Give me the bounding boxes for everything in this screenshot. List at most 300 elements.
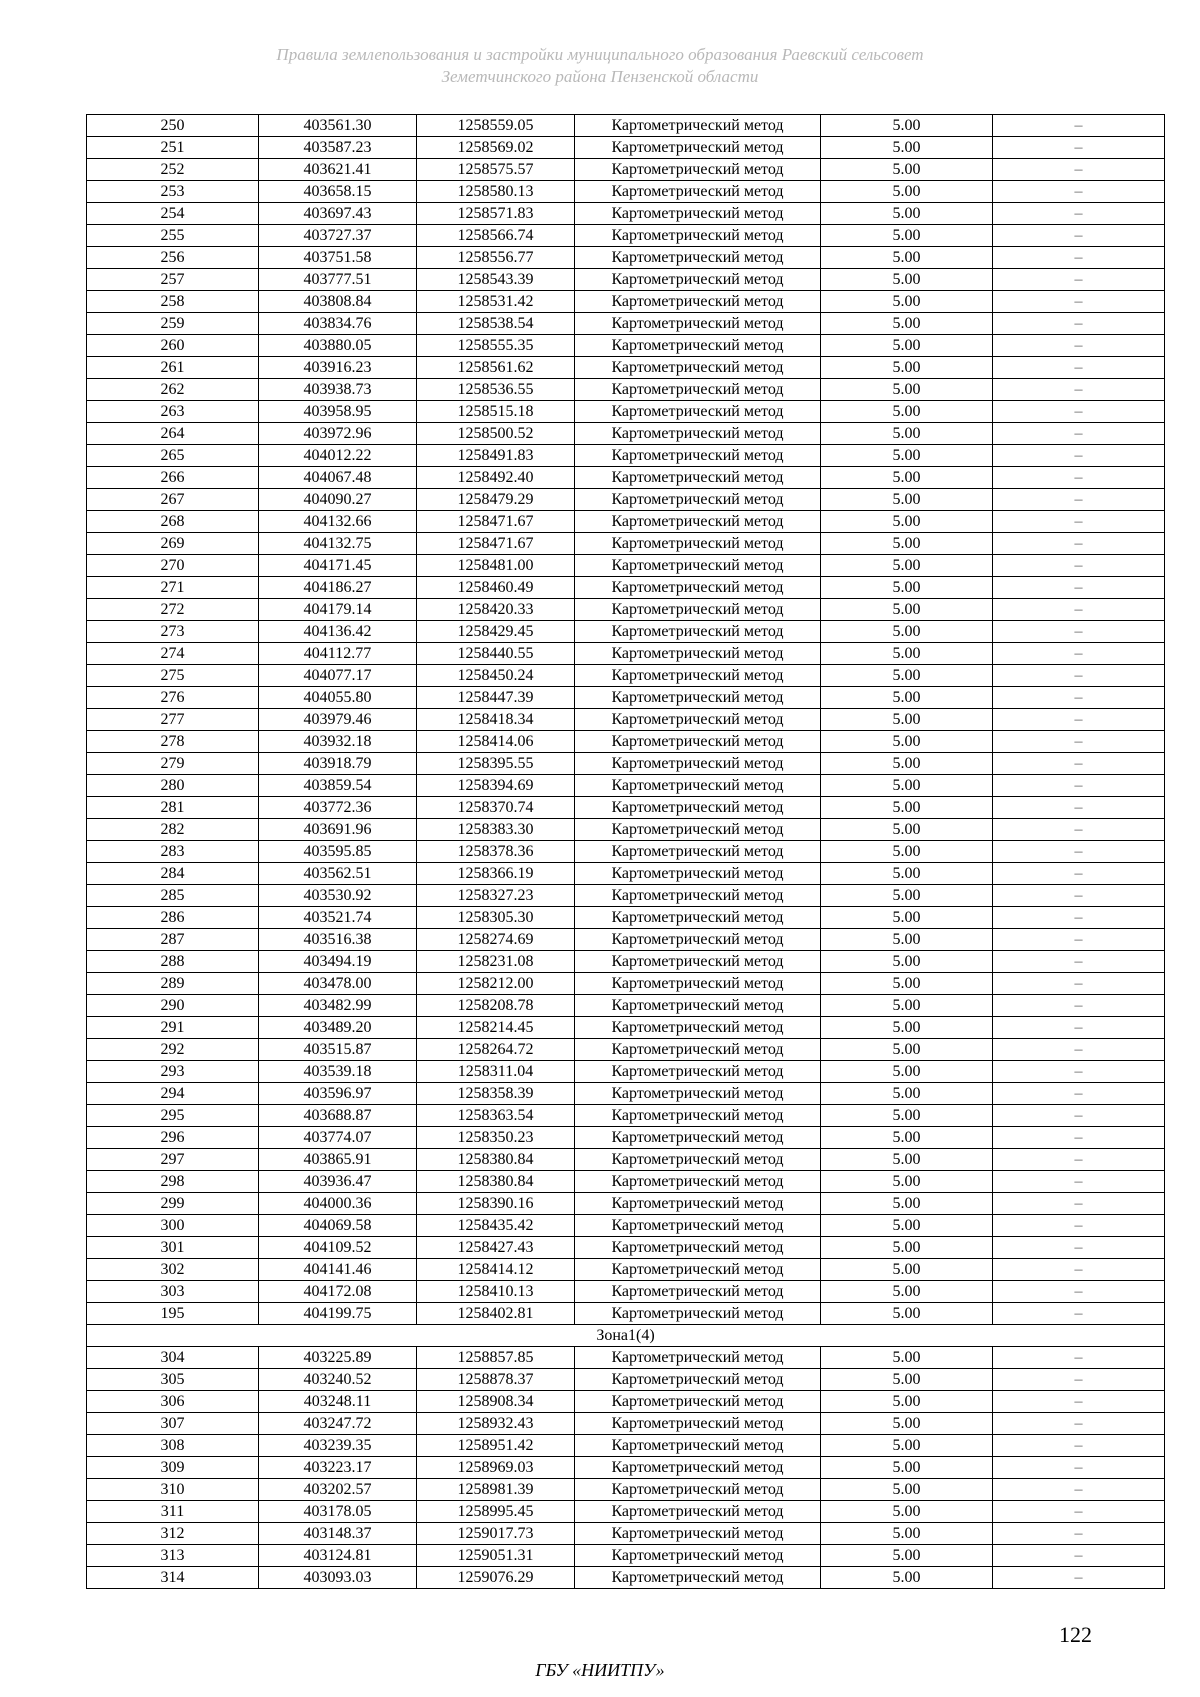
description-cell: – <box>993 291 1165 313</box>
description-cell: – <box>993 401 1165 423</box>
method-cell: Картометрический метод <box>575 841 821 863</box>
point-number-cell: 283 <box>87 841 259 863</box>
y-coordinate-cell: 1258378.36 <box>417 841 575 863</box>
point-number-cell: 274 <box>87 643 259 665</box>
table-row <box>87 533 1165 555</box>
description-cell: – <box>993 357 1165 379</box>
point-number-cell: 311 <box>87 1501 259 1523</box>
table-row <box>87 1237 1165 1259</box>
point-number-cell: 257 <box>87 269 259 291</box>
table-row <box>87 115 1165 137</box>
method-cell: Картометрический метод <box>575 1127 821 1149</box>
point-number-cell: 281 <box>87 797 259 819</box>
table-row <box>87 863 1165 885</box>
x-coordinate-cell: 404132.75 <box>259 533 417 555</box>
point-number-cell: 282 <box>87 819 259 841</box>
x-coordinate-cell: 403834.76 <box>259 313 417 335</box>
y-coordinate-cell: 1258380.84 <box>417 1149 575 1171</box>
description-cell: – <box>993 599 1165 621</box>
table-row <box>87 731 1165 753</box>
method-cell: Картометрический метод <box>575 665 821 687</box>
table-row <box>87 907 1165 929</box>
method-cell: Картометрический метод <box>575 423 821 445</box>
y-coordinate-cell: 1258380.84 <box>417 1171 575 1193</box>
x-coordinate-cell: 404077.17 <box>259 665 417 687</box>
description-cell: – <box>993 423 1165 445</box>
method-cell: Картометрический метод <box>575 203 821 225</box>
table-row <box>87 1479 1165 1501</box>
y-coordinate-cell: 1258538.54 <box>417 313 575 335</box>
method-cell: Картометрический метод <box>575 335 821 357</box>
y-coordinate-cell: 1258555.35 <box>417 335 575 357</box>
method-cell: Картометрический метод <box>575 1149 821 1171</box>
point-number-cell: 255 <box>87 225 259 247</box>
accuracy-cell: 5.00 <box>821 1105 993 1127</box>
x-coordinate-cell: 403202.57 <box>259 1479 417 1501</box>
accuracy-cell: 5.00 <box>821 1347 993 1369</box>
point-number-cell: 302 <box>87 1259 259 1281</box>
method-cell: Картометрический метод <box>575 797 821 819</box>
y-coordinate-cell: 1258561.62 <box>417 357 575 379</box>
accuracy-cell: 5.00 <box>821 203 993 225</box>
accuracy-cell: 5.00 <box>821 247 993 269</box>
accuracy-cell: 5.00 <box>821 577 993 599</box>
document-footer: ГБУ «НИИТПУ» <box>535 1660 665 1680</box>
point-number-cell: 280 <box>87 775 259 797</box>
point-number-cell: 265 <box>87 445 259 467</box>
table-row <box>87 467 1165 489</box>
description-cell: – <box>993 1567 1165 1589</box>
table-row <box>87 709 1165 731</box>
x-coordinate-cell: 403240.52 <box>259 1369 417 1391</box>
table-row <box>87 1369 1165 1391</box>
method-cell: Картометрический метод <box>575 775 821 797</box>
description-cell: – <box>993 1105 1165 1127</box>
y-coordinate-cell: 1258481.00 <box>417 555 575 577</box>
y-coordinate-cell: 1258402.81 <box>417 1303 575 1325</box>
table-row <box>87 577 1165 599</box>
point-number-cell: 258 <box>87 291 259 313</box>
y-coordinate-cell: 1258435.42 <box>417 1215 575 1237</box>
description-cell: – <box>993 995 1165 1017</box>
accuracy-cell: 5.00 <box>821 1523 993 1545</box>
method-cell: Картометрический метод <box>575 731 821 753</box>
y-coordinate-cell: 1258390.16 <box>417 1193 575 1215</box>
method-cell: Картометрический метод <box>575 709 821 731</box>
description-cell: – <box>993 467 1165 489</box>
point-number-cell: 264 <box>87 423 259 445</box>
method-cell: Картометрический метод <box>575 885 821 907</box>
table-row <box>87 1435 1165 1457</box>
table-row <box>87 1259 1165 1281</box>
x-coordinate-cell: 403772.36 <box>259 797 417 819</box>
y-coordinate-cell: 1258575.57 <box>417 159 575 181</box>
table-row <box>87 1105 1165 1127</box>
accuracy-cell: 5.00 <box>821 1193 993 1215</box>
method-cell: Картометрический метод <box>575 115 821 137</box>
x-coordinate-cell: 404012.22 <box>259 445 417 467</box>
table-row <box>87 1501 1165 1523</box>
point-number-cell: 256 <box>87 247 259 269</box>
accuracy-cell: 5.00 <box>821 555 993 577</box>
accuracy-cell: 5.00 <box>821 291 993 313</box>
accuracy-cell: 5.00 <box>821 357 993 379</box>
method-cell: Картометрический метод <box>575 137 821 159</box>
y-coordinate-cell: 1258515.18 <box>417 401 575 423</box>
description-cell: – <box>993 973 1165 995</box>
x-coordinate-cell: 403972.96 <box>259 423 417 445</box>
table-row <box>87 1523 1165 1545</box>
description-cell: – <box>993 1479 1165 1501</box>
accuracy-cell: 5.00 <box>821 511 993 533</box>
y-coordinate-cell: 1258214.45 <box>417 1017 575 1039</box>
accuracy-cell: 5.00 <box>821 731 993 753</box>
accuracy-cell: 5.00 <box>821 1083 993 1105</box>
accuracy-cell: 5.00 <box>821 907 993 929</box>
description-cell: – <box>993 1061 1165 1083</box>
description-cell: – <box>993 1303 1165 1325</box>
method-cell: Картометрический метод <box>575 181 821 203</box>
method-cell: Картометрический метод <box>575 1105 821 1127</box>
point-number-cell: 307 <box>87 1413 259 1435</box>
description-cell: – <box>993 511 1165 533</box>
y-coordinate-cell: 1258420.33 <box>417 599 575 621</box>
table-row <box>87 643 1165 665</box>
point-number-cell: 270 <box>87 555 259 577</box>
x-coordinate-cell: 403774.07 <box>259 1127 417 1149</box>
y-coordinate-cell: 1258566.74 <box>417 225 575 247</box>
method-cell: Картометрический метод <box>575 1457 821 1479</box>
x-coordinate-cell: 403239.35 <box>259 1435 417 1457</box>
point-number-cell: 252 <box>87 159 259 181</box>
y-coordinate-cell: 1258500.52 <box>417 423 575 445</box>
description-cell: – <box>993 181 1165 203</box>
description-cell: – <box>993 731 1165 753</box>
accuracy-cell: 5.00 <box>821 709 993 731</box>
table-row <box>87 1061 1165 1083</box>
zone-header-row <box>87 1325 1165 1347</box>
x-coordinate-cell: 403932.18 <box>259 731 417 753</box>
y-coordinate-cell: 1259051.31 <box>417 1545 575 1567</box>
table-row <box>87 665 1165 687</box>
accuracy-cell: 5.00 <box>821 665 993 687</box>
accuracy-cell: 5.00 <box>821 401 993 423</box>
y-coordinate-cell: 1258383.30 <box>417 819 575 841</box>
x-coordinate-cell: 404141.46 <box>259 1259 417 1281</box>
point-number-cell: 289 <box>87 973 259 995</box>
x-coordinate-cell: 403247.72 <box>259 1413 417 1435</box>
description-cell: – <box>993 1215 1165 1237</box>
y-coordinate-cell: 1258208.78 <box>417 995 575 1017</box>
x-coordinate-cell: 404136.42 <box>259 621 417 643</box>
x-coordinate-cell: 403688.87 <box>259 1105 417 1127</box>
table-row <box>87 1347 1165 1369</box>
description-cell: – <box>993 225 1165 247</box>
method-cell: Картометрический метод <box>575 753 821 775</box>
y-coordinate-cell: 1258394.69 <box>417 775 575 797</box>
description-cell: – <box>993 1391 1165 1413</box>
point-number-cell: 195 <box>87 1303 259 1325</box>
y-coordinate-cell: 1258491.83 <box>417 445 575 467</box>
point-number-cell: 288 <box>87 951 259 973</box>
point-number-cell: 291 <box>87 1017 259 1039</box>
table-row <box>87 269 1165 291</box>
y-coordinate-cell: 1258414.12 <box>417 1259 575 1281</box>
method-cell: Картометрический метод <box>575 1303 821 1325</box>
accuracy-cell: 5.00 <box>821 269 993 291</box>
point-number-cell: 279 <box>87 753 259 775</box>
accuracy-cell: 5.00 <box>821 1237 993 1259</box>
accuracy-cell: 5.00 <box>821 885 993 907</box>
method-cell: Картометрический метод <box>575 1039 821 1061</box>
accuracy-cell: 5.00 <box>821 973 993 995</box>
x-coordinate-cell: 403697.43 <box>259 203 417 225</box>
description-cell: – <box>993 577 1165 599</box>
x-coordinate-cell: 404090.27 <box>259 489 417 511</box>
accuracy-cell: 5.00 <box>821 1061 993 1083</box>
accuracy-cell: 5.00 <box>821 1545 993 1567</box>
accuracy-cell: 5.00 <box>821 797 993 819</box>
method-cell: Картометрический метод <box>575 291 821 313</box>
description-cell: – <box>993 137 1165 159</box>
description-cell: – <box>993 1017 1165 1039</box>
x-coordinate-cell: 403880.05 <box>259 335 417 357</box>
accuracy-cell: 5.00 <box>821 1457 993 1479</box>
table-row <box>87 1017 1165 1039</box>
point-number-cell: 273 <box>87 621 259 643</box>
x-coordinate-cell: 404069.58 <box>259 1215 417 1237</box>
description-cell: – <box>993 753 1165 775</box>
accuracy-cell: 5.00 <box>821 1413 993 1435</box>
table-row <box>87 379 1165 401</box>
accuracy-cell: 5.00 <box>821 863 993 885</box>
method-cell: Картометрический метод <box>575 1083 821 1105</box>
y-coordinate-cell: 1258951.42 <box>417 1435 575 1457</box>
description-cell: – <box>993 203 1165 225</box>
description-cell: – <box>993 775 1165 797</box>
accuracy-cell: 5.00 <box>821 423 993 445</box>
table-row <box>87 511 1165 533</box>
method-cell: Картометрический метод <box>575 1391 821 1413</box>
x-coordinate-cell: 403958.95 <box>259 401 417 423</box>
x-coordinate-cell: 403859.54 <box>259 775 417 797</box>
y-coordinate-cell: 1258350.23 <box>417 1127 575 1149</box>
table-row <box>87 929 1165 951</box>
table-row <box>87 885 1165 907</box>
table-row <box>87 1567 1165 1589</box>
description-cell: – <box>993 643 1165 665</box>
y-coordinate-cell: 1258370.74 <box>417 797 575 819</box>
y-coordinate-cell: 1258471.67 <box>417 533 575 555</box>
point-number-cell: 287 <box>87 929 259 951</box>
y-coordinate-cell: 1258366.19 <box>417 863 575 885</box>
accuracy-cell: 5.00 <box>821 159 993 181</box>
description-cell: – <box>993 533 1165 555</box>
accuracy-cell: 5.00 <box>821 841 993 863</box>
point-number-cell: 290 <box>87 995 259 1017</box>
method-cell: Картометрический метод <box>575 533 821 555</box>
description-cell: – <box>993 1545 1165 1567</box>
point-number-cell: 304 <box>87 1347 259 1369</box>
description-cell: – <box>993 1501 1165 1523</box>
method-cell: Картометрический метод <box>575 1545 821 1567</box>
zone-label: Зона1(4) <box>87 1325 1165 1347</box>
accuracy-cell: 5.00 <box>821 995 993 1017</box>
method-cell: Картометрический метод <box>575 225 821 247</box>
table-row <box>87 1457 1165 1479</box>
table-row <box>87 137 1165 159</box>
point-number-cell: 298 <box>87 1171 259 1193</box>
point-number-cell: 299 <box>87 1193 259 1215</box>
method-cell: Картометрический метод <box>575 973 821 995</box>
x-coordinate-cell: 403178.05 <box>259 1501 417 1523</box>
description-cell: – <box>993 379 1165 401</box>
point-number-cell: 250 <box>87 115 259 137</box>
point-number-cell: 254 <box>87 203 259 225</box>
y-coordinate-cell: 1258395.55 <box>417 753 575 775</box>
y-coordinate-cell: 1258231.08 <box>417 951 575 973</box>
accuracy-cell: 5.00 <box>821 1391 993 1413</box>
description-cell: – <box>993 819 1165 841</box>
table-row <box>87 445 1165 467</box>
x-coordinate-cell: 403223.17 <box>259 1457 417 1479</box>
description-cell: – <box>993 709 1165 731</box>
table-row <box>87 775 1165 797</box>
y-coordinate-cell: 1258531.42 <box>417 291 575 313</box>
x-coordinate-cell: 403587.23 <box>259 137 417 159</box>
accuracy-cell: 5.00 <box>821 621 993 643</box>
x-coordinate-cell: 403979.46 <box>259 709 417 731</box>
point-number-cell: 259 <box>87 313 259 335</box>
description-cell: – <box>993 1039 1165 1061</box>
table-row <box>87 995 1165 1017</box>
description-cell: – <box>993 885 1165 907</box>
point-number-cell: 309 <box>87 1457 259 1479</box>
x-coordinate-cell: 403489.20 <box>259 1017 417 1039</box>
y-coordinate-cell: 1258580.13 <box>417 181 575 203</box>
table-row <box>87 489 1165 511</box>
table-row <box>87 1171 1165 1193</box>
method-cell: Картометрический метод <box>575 995 821 1017</box>
y-coordinate-cell: 1258460.49 <box>417 577 575 599</box>
method-cell: Картометрический метод <box>575 1215 821 1237</box>
x-coordinate-cell: 404171.45 <box>259 555 417 577</box>
table-row <box>87 1149 1165 1171</box>
table-row <box>87 1545 1165 1567</box>
y-coordinate-cell: 1258969.03 <box>417 1457 575 1479</box>
table-row <box>87 357 1165 379</box>
y-coordinate-cell: 1258212.00 <box>417 973 575 995</box>
x-coordinate-cell: 403539.18 <box>259 1061 417 1083</box>
description-cell: – <box>993 621 1165 643</box>
method-cell: Картометрический метод <box>575 687 821 709</box>
y-coordinate-cell: 1258440.55 <box>417 643 575 665</box>
x-coordinate-cell: 403148.37 <box>259 1523 417 1545</box>
x-coordinate-cell: 403621.41 <box>259 159 417 181</box>
point-number-cell: 312 <box>87 1523 259 1545</box>
point-number-cell: 292 <box>87 1039 259 1061</box>
description-cell: – <box>993 1259 1165 1281</box>
point-number-cell: 284 <box>87 863 259 885</box>
accuracy-cell: 5.00 <box>821 951 993 973</box>
point-number-cell: 251 <box>87 137 259 159</box>
accuracy-cell: 5.00 <box>821 489 993 511</box>
point-number-cell: 266 <box>87 467 259 489</box>
y-coordinate-cell: 1258492.40 <box>417 467 575 489</box>
x-coordinate-cell: 404112.77 <box>259 643 417 665</box>
method-cell: Картометрический метод <box>575 445 821 467</box>
y-coordinate-cell: 1258264.72 <box>417 1039 575 1061</box>
method-cell: Картометрический метод <box>575 621 821 643</box>
description-cell: – <box>993 445 1165 467</box>
y-coordinate-cell: 1258363.54 <box>417 1105 575 1127</box>
description-cell: – <box>993 1413 1165 1435</box>
point-number-cell: 267 <box>87 489 259 511</box>
y-coordinate-cell: 1258995.45 <box>417 1501 575 1523</box>
description-cell: – <box>993 1369 1165 1391</box>
y-coordinate-cell: 1258414.06 <box>417 731 575 753</box>
method-cell: Картометрический метод <box>575 247 821 269</box>
description-cell: – <box>993 269 1165 291</box>
description-cell: – <box>993 1171 1165 1193</box>
method-cell: Картометрический метод <box>575 929 821 951</box>
accuracy-cell: 5.00 <box>821 115 993 137</box>
x-coordinate-cell: 403124.81 <box>259 1545 417 1567</box>
accuracy-cell: 5.00 <box>821 1259 993 1281</box>
accuracy-cell: 5.00 <box>821 445 993 467</box>
table-row <box>87 247 1165 269</box>
x-coordinate-cell: 403515.87 <box>259 1039 417 1061</box>
description-cell: – <box>993 159 1165 181</box>
table-row <box>87 555 1165 577</box>
description-cell: – <box>993 1127 1165 1149</box>
description-cell: – <box>993 863 1165 885</box>
method-cell: Картометрический метод <box>575 379 821 401</box>
table-row <box>87 973 1165 995</box>
accuracy-cell: 5.00 <box>821 1127 993 1149</box>
method-cell: Картометрический метод <box>575 863 821 885</box>
x-coordinate-cell: 403916.23 <box>259 357 417 379</box>
y-coordinate-cell: 1258447.39 <box>417 687 575 709</box>
accuracy-cell: 5.00 <box>821 1171 993 1193</box>
method-cell: Картометрический метод <box>575 1501 821 1523</box>
accuracy-cell: 5.00 <box>821 467 993 489</box>
x-coordinate-cell: 403938.73 <box>259 379 417 401</box>
description-cell: – <box>993 1281 1165 1303</box>
y-coordinate-cell: 1258556.77 <box>417 247 575 269</box>
method-cell: Картометрический метод <box>575 1193 821 1215</box>
x-coordinate-cell: 403658.15 <box>259 181 417 203</box>
accuracy-cell: 5.00 <box>821 1479 993 1501</box>
x-coordinate-cell: 404109.52 <box>259 1237 417 1259</box>
description-cell: – <box>993 1149 1165 1171</box>
x-coordinate-cell: 403494.19 <box>259 951 417 973</box>
accuracy-cell: 5.00 <box>821 819 993 841</box>
y-coordinate-cell: 1258358.39 <box>417 1083 575 1105</box>
table-row <box>87 599 1165 621</box>
x-coordinate-cell: 404172.08 <box>259 1281 417 1303</box>
description-cell: – <box>993 665 1165 687</box>
x-coordinate-cell: 403865.91 <box>259 1149 417 1171</box>
accuracy-cell: 5.00 <box>821 1039 993 1061</box>
point-number-cell: 272 <box>87 599 259 621</box>
y-coordinate-cell: 1258305.30 <box>417 907 575 929</box>
header-line-1: Правила землепользования и застройки муниципального образования Раевский сельсовет <box>276 45 924 64</box>
description-cell: – <box>993 1193 1165 1215</box>
x-coordinate-cell: 403918.79 <box>259 753 417 775</box>
table-row <box>87 797 1165 819</box>
point-number-cell: 313 <box>87 1545 259 1567</box>
